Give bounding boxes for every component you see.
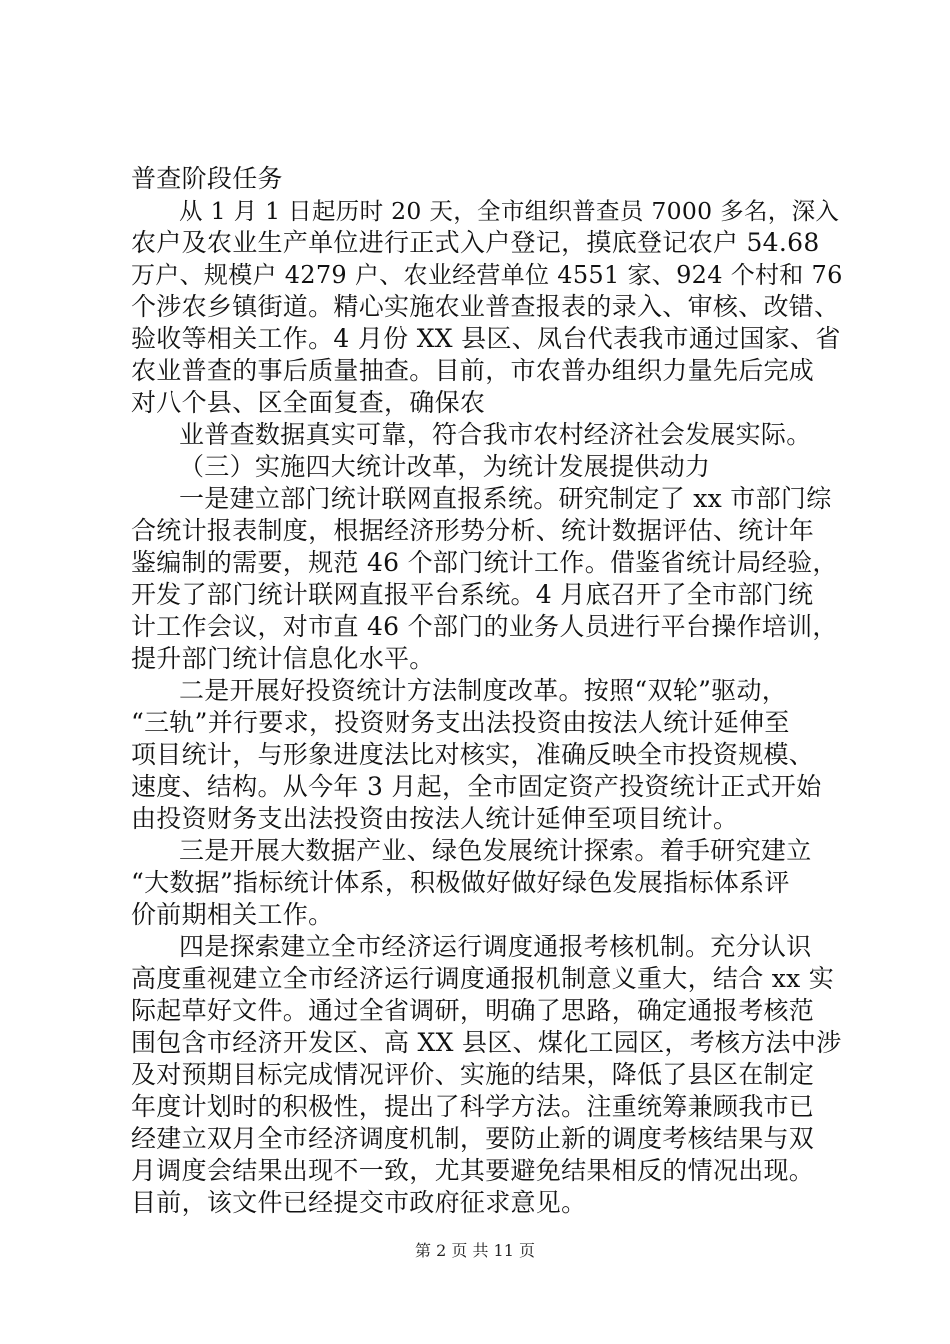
text-line: 合统计报表制度，根据经济形势分析、统计数据评估、统计年 [131, 516, 815, 545]
text-line: 项目统计，与形象进度法比对核实，准确反映全市投资规模、 [131, 740, 815, 769]
paragraph-lines [131, 163, 851, 1219]
text-line: 三是开展大数据产业、绿色发展统计探索。着手研究建立 [179, 836, 812, 865]
text-line: 个涉农乡镇街道。精心实施农业普查报表的录入、审核、改错、 [131, 292, 840, 321]
text-line: 农业普查的事后质量抽查。目前，市农普办组织力量先后完成 [131, 356, 815, 385]
text-line: 经建立双月全市经济调度机制，要防止新的调度考核结果与双 [131, 1124, 815, 1153]
text-line: 万户、规模户 4279 户、农业经营单位 4551 家、924 个村和 76 [131, 261, 843, 289]
text-line: 及对预期目标完成情况评价、实施的结果，降低了县区在制定 [131, 1060, 815, 1089]
text-line: 价前期相关工作。 [131, 900, 334, 929]
text-line: 由投资财务支出法投资由按法人统计延伸至项目统计。 [131, 804, 739, 833]
text-line: 业普查数据真实可靠，符合我市农村经济社会发展实际。 [179, 420, 812, 449]
text-line: （三）实施四大统计改革，为统计发展提供动力 [179, 452, 711, 481]
text-line: 目前，该文件已经提交市政府征求意见。 [131, 1188, 587, 1217]
text-line: 普查阶段任务 [131, 164, 283, 193]
text-line: 四是探索建立全市经济运行调度通报考核机制。充分认识 [179, 932, 812, 961]
text-line: “三轨”并行要求，投资财务支出法投资由按法人统计延伸至 [131, 708, 790, 737]
text-line: 从 1 月 1 日起历时 20 天，全市组织普查员 7000 多名，深入 [179, 197, 840, 225]
text-line: 验收等相关工作。4 月份 XX 县区、凤台代表我市通过国家、省 [131, 324, 841, 353]
document-body [131, 163, 851, 1219]
text-line: 际起草好文件。通过全省调研，明确了思路，确定通报考核范 [131, 996, 815, 1025]
text-line: 月调度会结果出现不一致，尤其要避免结果相反的情况出现。 [131, 1156, 815, 1185]
text-line: 农户及农业生产单位进行正式入户登记，摸底登记农户 54.68 [131, 228, 820, 257]
text-line: 计工作会议，对市直 46 个部门的业务人员进行平台操作培训， [131, 612, 838, 641]
text-line: 一是建立部门统计联网直报系统。研究制定了 xx 市部门综 [179, 484, 832, 513]
text-line: 高度重视建立全市经济运行调度通报机制意义重大，结合 xx 实 [131, 964, 835, 993]
text-line: 年度计划时的积极性，提出了科学方法。注重统筹兼顾我市已 [131, 1092, 815, 1121]
text-line: 提升部门统计信息化水平。 [131, 644, 435, 673]
text-line: 对八个县、区全面复查，确保农 [131, 388, 486, 417]
page-number-footer: 第 2 页 共 11 页 [415, 1241, 535, 1260]
text-line: 围包含市经济开发区、高 XX 县区、煤化工园区，考核方法中涉 [131, 1028, 842, 1057]
text-line: “大数据”指标统计体系，积极做好做好绿色发展指标体系评 [131, 868, 790, 897]
text-line: 鉴编制的需要，规范 46 个部门统计工作。借鉴省统计局经验， [131, 548, 838, 577]
text-line: 速度、结构。从今年 3 月起，全市固定资产投资统计正式开始 [131, 772, 822, 801]
text-line: 二是开展好投资统计方法制度改革。按照“双轮”驱动， [179, 676, 788, 705]
text-line: 开发了部门统计联网直报平台系统。4 月底召开了全市部门统 [131, 580, 814, 609]
